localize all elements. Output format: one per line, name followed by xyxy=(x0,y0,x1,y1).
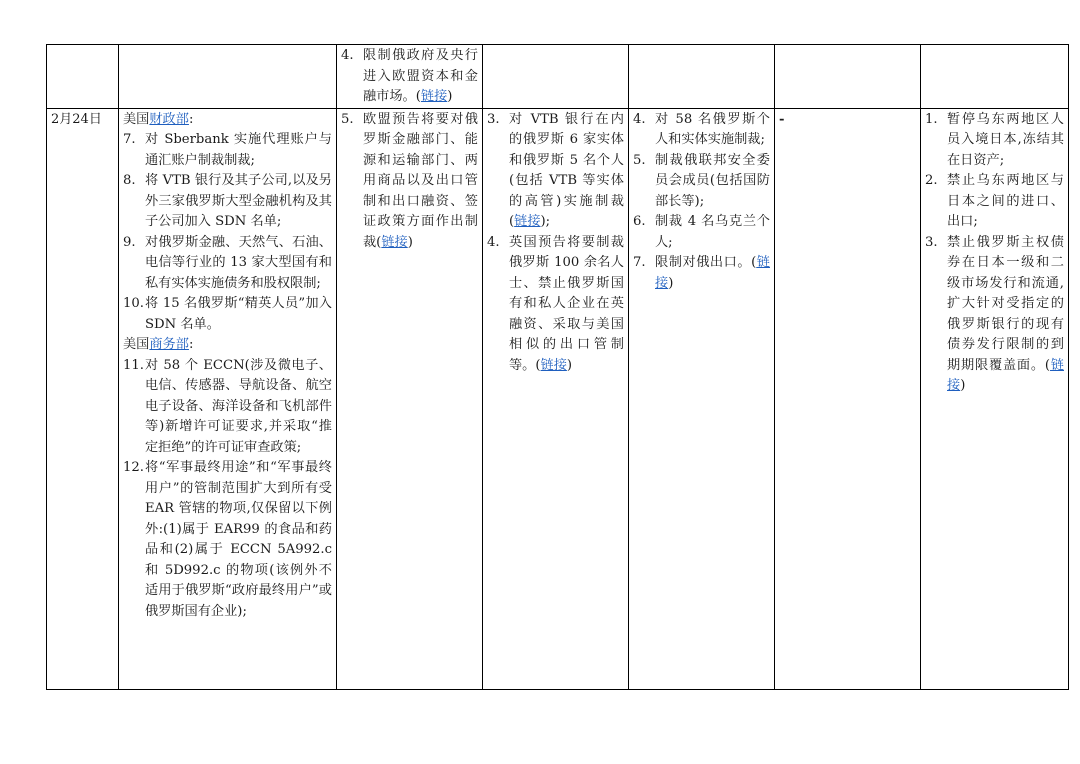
col5-measures-cell xyxy=(629,45,775,109)
us-measures-cell xyxy=(119,45,337,109)
country-label: 美国 xyxy=(123,337,150,352)
agency-heading xyxy=(123,335,332,356)
table-row xyxy=(47,45,1069,109)
item-number: 1. xyxy=(925,111,938,127)
item-tail: ); xyxy=(540,214,551,229)
col5-measures-list xyxy=(633,110,770,295)
item-body: 暂停乌东两地区人员入境日本,冻结其在日资产; xyxy=(947,111,1064,168)
item-body: 禁止乌东两地区与日本之间的进口、出口; xyxy=(947,173,1064,229)
item-tail: ) xyxy=(566,357,573,373)
eu-measures-list xyxy=(341,110,478,254)
eu-measures-list xyxy=(341,46,478,108)
eu-measures-cell xyxy=(337,108,483,689)
item-text xyxy=(947,110,1064,172)
table-row xyxy=(47,108,1069,689)
item-body: 将“军事最终用途”和“军事最终用户”的管制范围扩大到所有受 EAR 管辖的物项,仅保留以下例外:(1)属于 EAR99 的食品和药品和(2)属于 ECCN 5A992.c 和 5D992.c 的物项(该例外不适用于俄罗斯“政府最终用户”或俄罗斯国有企业); xyxy=(145,460,332,619)
list-item xyxy=(925,110,1064,172)
item-tail: ) xyxy=(407,234,413,250)
item-body: 将 15 名俄罗斯“精英人员”加入 SDN 名单。 xyxy=(145,296,332,332)
item-number: 7. xyxy=(123,132,136,147)
item-text xyxy=(145,356,332,459)
item-number: 12. xyxy=(123,460,144,475)
item-number: 2. xyxy=(925,173,938,188)
agency-measures-list xyxy=(123,356,332,623)
item-tail: ) xyxy=(447,89,453,104)
item-number: 10. xyxy=(123,296,144,311)
col6-measures-cell xyxy=(775,45,921,109)
item-text xyxy=(145,130,332,171)
item-number: 4. xyxy=(341,48,354,63)
item-text xyxy=(509,233,624,377)
source-link[interactable]: 链接 xyxy=(655,255,770,291)
list-item xyxy=(341,110,478,254)
list-item xyxy=(123,171,332,233)
heading-colon: : xyxy=(188,337,194,352)
item-text xyxy=(363,46,478,108)
list-item xyxy=(633,151,770,213)
uk-measures-list xyxy=(487,110,624,377)
list-item xyxy=(925,233,1064,397)
empty-dash: - xyxy=(779,111,785,127)
list-item xyxy=(633,110,770,151)
item-body: 英国预告将要制裁俄罗斯 100 余名人士、禁止俄罗斯国有和私人企业在英融资、采取与美国相似的出口管制等。( xyxy=(509,234,624,373)
item-body: 欧盟预告将要对俄罗斯金融部门、能源和运输部门、两用商品以及出口管制和出口融资、签证政策方面作出制裁( xyxy=(363,111,478,250)
item-body: 对 Sberbank 实施代理账户与通汇账户制裁制裁; xyxy=(145,132,332,168)
item-text xyxy=(509,110,624,233)
japan-measures-cell xyxy=(921,45,1069,109)
list-item xyxy=(123,130,332,171)
item-text xyxy=(947,171,1064,233)
item-text xyxy=(655,212,770,253)
country-label: 美国 xyxy=(123,111,150,127)
uk-measures-cell xyxy=(483,108,629,689)
source-link[interactable]: 链接 xyxy=(947,357,1064,393)
item-text xyxy=(145,171,332,233)
heading-colon: : xyxy=(188,111,194,127)
agency-measures-list xyxy=(123,130,332,335)
item-text xyxy=(655,253,770,294)
item-body: 对俄罗斯金融、天然气、石油、电信等行业的 13 家大型国有和私有实体实施债务和股权限制; xyxy=(145,234,332,291)
item-number: 4. xyxy=(487,234,500,250)
item-text xyxy=(145,294,332,335)
item-text xyxy=(363,110,478,254)
us-measures-cell xyxy=(119,108,337,689)
item-number: 8. xyxy=(123,173,136,188)
item-text xyxy=(655,151,770,213)
list-item xyxy=(123,233,332,295)
item-body: 制裁俄联邦安全委员会成员(包括国防部长等); xyxy=(655,152,770,209)
list-item xyxy=(123,458,332,622)
item-text xyxy=(947,233,1064,397)
agency-link[interactable]: 财政部 xyxy=(149,111,189,127)
item-body: 对 VTB 银行在内的俄罗斯 6 家实体和俄罗斯 5 名个人(包括 VTB 等实体的高管)实施制裁( xyxy=(509,111,624,229)
list-item xyxy=(487,233,624,377)
source-link[interactable]: 链接 xyxy=(514,214,541,229)
item-body: 禁止俄罗斯主权债券在日本一级和二级市场发行和流通,扩大针对受指定的俄罗斯银行的现有债券发行限制的到期期限覆盖面。( xyxy=(947,234,1064,373)
agency-link[interactable]: 商务部 xyxy=(149,337,189,352)
item-body: 对 58 个 ECCN(涉及微电子、电信、传感器、导航设备、航空电子设备、海洋设备和飞机部件等)新增许可证要求,并采取“推定拒绝”的许可证审查政策; xyxy=(145,357,332,455)
item-number: 4. xyxy=(633,111,646,127)
date-cell: 2月24日 xyxy=(47,108,119,689)
item-number: 3. xyxy=(487,111,500,127)
col5-measures-cell xyxy=(629,108,775,689)
source-link[interactable]: 链接 xyxy=(381,234,408,250)
item-number: 3. xyxy=(925,234,938,250)
item-tail: ) xyxy=(960,378,966,393)
item-text xyxy=(655,110,770,151)
item-body: 制裁 4 名乌克兰个人; xyxy=(655,214,770,250)
item-text xyxy=(145,458,332,622)
source-link[interactable]: 链接 xyxy=(420,89,448,104)
item-text xyxy=(145,233,332,295)
item-body: 限制俄政府及央行进入欧盟资本和金融市场。( xyxy=(363,48,478,104)
eu-measures-cell xyxy=(337,45,483,109)
item-number: 6. xyxy=(633,214,646,229)
agency-heading xyxy=(123,110,332,131)
item-number: 9. xyxy=(123,234,136,250)
item-number: 5. xyxy=(633,152,646,168)
item-body: 将 VTB 银行及其子公司,以及另外三家俄罗斯大型金融机构及其子公司加入 SDN 名单; xyxy=(145,173,332,229)
item-number: 5. xyxy=(341,111,354,127)
item-body: 限制对俄出口。( xyxy=(655,255,757,270)
list-item xyxy=(925,171,1064,233)
list-item xyxy=(487,110,624,233)
list-item xyxy=(123,294,332,335)
source-link[interactable]: 链接 xyxy=(540,357,567,373)
japan-measures-cell xyxy=(921,108,1069,689)
item-number: 7. xyxy=(633,255,646,270)
list-item xyxy=(341,46,478,108)
us-measures-groups xyxy=(123,110,332,623)
uk-measures-cell xyxy=(483,45,629,109)
date-cell xyxy=(47,45,119,109)
list-item xyxy=(633,253,770,294)
item-body: 对 58 名俄罗斯个人和实体实施制裁; xyxy=(655,111,770,147)
sanctions-table xyxy=(46,44,1069,690)
col6-measures-cell xyxy=(775,108,921,689)
list-item xyxy=(633,212,770,253)
japan-measures-list xyxy=(925,110,1064,397)
item-number: 11. xyxy=(123,357,144,373)
list-item xyxy=(123,356,332,459)
item-tail: ) xyxy=(668,275,674,291)
